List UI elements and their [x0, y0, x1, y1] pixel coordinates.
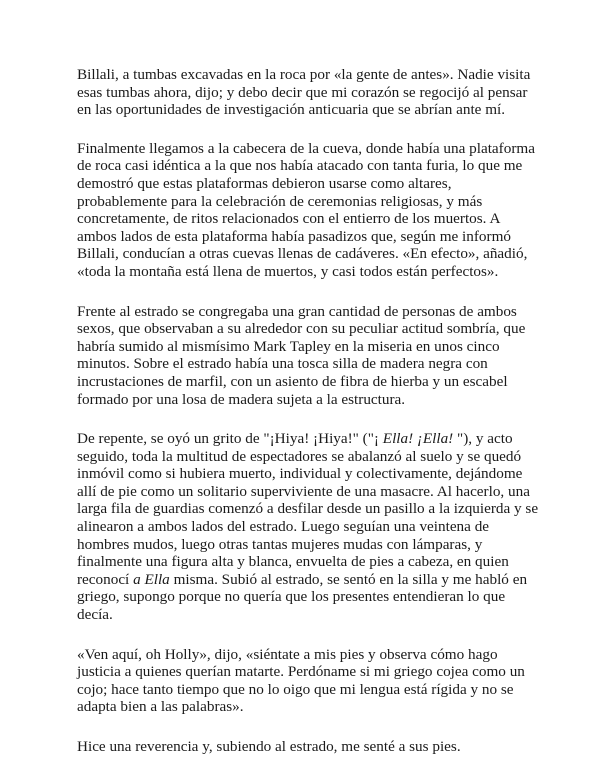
text-line: allí de pie como un solitario superviviente de una masacre. Al hacerlo, una: [77, 482, 530, 500]
text-line: [77, 430, 550, 448]
text-line: sexos, que observaban a su alrededor con su peculiar actitud sombría, que: [77, 320, 526, 338]
text-line: alinearon a ambos lados del estrado. Luego seguían una veintena de: [77, 518, 490, 536]
text-line: finalmente una figura alta y blanca, envuelta de pies a cabeza, en quien: [77, 553, 509, 571]
text-line: hombres mudos, luego otras tantas mujeres mudas con lámparas, y: [77, 535, 483, 553]
text-run: De repente, se oyó un grito de "¡Hiya! ¡Hiya!" ("¡: [77, 430, 383, 448]
text-line: «toda la montaña está llena de muertos, y casi todos están perfectos».: [77, 262, 499, 280]
text-line: Billali, conducían a otras cuevas llenas de cadáveres. «En efecto», añadió,: [77, 245, 528, 263]
text-line: «Ven aquí, oh Holly», dijo, «siéntate a mis pies y observa cómo hago: [77, 645, 498, 663]
paragraph-6: [77, 738, 550, 756]
text-run: "), y acto: [453, 430, 513, 448]
paragraph-4: [77, 430, 550, 624]
text-line: formado por una losa de madera sujeta a la estructura.: [77, 390, 406, 408]
text-line: concretamente, de ritos relacionados con el entierro de los muertos. A: [77, 210, 501, 228]
text-line: justicia a quienes querían matarte. Perdóname si mi griego cojea como un: [77, 663, 525, 681]
italic-text: Ella! ¡Ella!: [382, 430, 454, 448]
text-line: de roca casi idéntica a la que nos había atacado con tanta furia, lo que me: [77, 157, 523, 175]
paragraph-3: [77, 303, 550, 409]
text-line: probablemente para la celebración de ceremonias religiosas, y más: [77, 192, 483, 210]
text-line: Frente al estrado se congregaba una gran cantidad de personas de ambos: [77, 302, 517, 320]
text-line: esas tumbas ahora, dijo; y debo decir que mi corazón se regocijó al pensar: [77, 83, 528, 101]
text-line: larga fila de guardias comenzó a desfilar desde un pasillo a la izquierda y se: [77, 500, 539, 518]
text-line: decía.: [77, 606, 113, 624]
paragraph-1: [77, 66, 550, 119]
text-line: Hice una reverencia y, subiendo al estrado, me senté a sus pies.: [77, 738, 461, 755]
text-line: habría sumido al mismísimo Mark Tapley en la miseria en unos cinco: [77, 337, 500, 355]
paragraph-5: [77, 646, 550, 716]
paragraph-2: [77, 140, 550, 281]
text-line: Finalmente llegamos a la cabecera de la cueva, donde había una plataforma: [77, 139, 535, 157]
text-line: ambos lados de esta plataforma había pasadizos que, según me informó: [77, 227, 511, 245]
text-line: adapta bien a las palabras».: [77, 698, 244, 716]
text-run: reconocí: [77, 570, 134, 588]
text-run: misma. Subió al estrado, se sentó en la silla y me habló en: [169, 570, 528, 588]
text-line: incrustaciones de marfil, con un asiento de fibra de hierba y un escabel: [77, 372, 508, 390]
text-line: en las oportunidades de investigación anticuaria que se abrían ante mí.: [77, 101, 506, 119]
text-line: Billali, a tumbas excavadas en la roca por «la gente de antes». Nadie visita: [77, 66, 531, 83]
italic-text: a Ella: [133, 570, 170, 588]
text-line: minutos. Sobre el estrado había una tosca silla de madera negra con: [77, 355, 488, 373]
text-line: demostró que estas plataformas debieron usarse como altares,: [77, 174, 452, 192]
text-line: inmóvil como si hubiera muerto, individual y colectivamente, dejándome: [77, 465, 523, 483]
text-line: seguido, toda la multitud de espectadores se abalanzó al suelo y se quedó: [77, 447, 522, 465]
text-line: griego, supongo porque no quería que los presentes entendieran lo que: [77, 588, 506, 606]
text-line: [77, 571, 550, 589]
text-line: cojo; hace tanto tiempo que no lo oigo que mi lengua está rígida y no se: [77, 680, 514, 698]
